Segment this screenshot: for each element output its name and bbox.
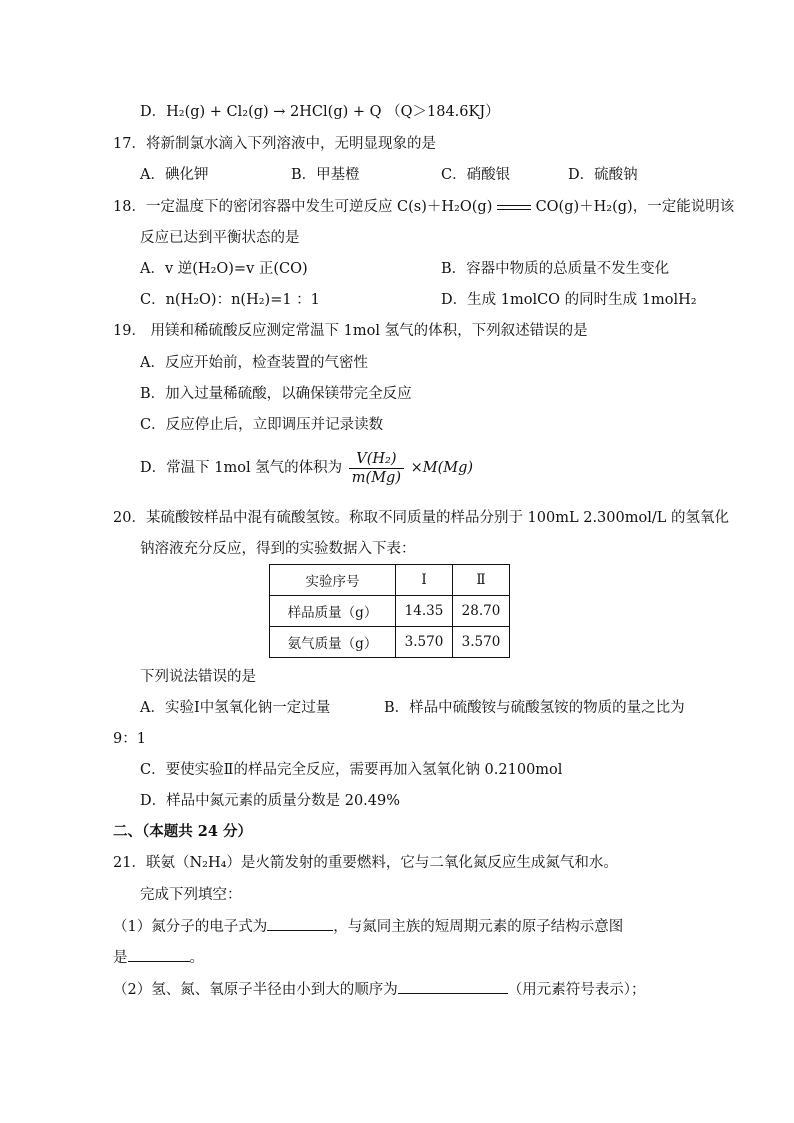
q21-part2-suffix: （用元素符号表示）；	[507, 982, 646, 998]
table-header-cell: Ⅱ	[453, 565, 510, 596]
q21-part1-prefix: 是	[113, 950, 128, 966]
q18-stem-line1	[113, 197, 734, 217]
table-header-cell: Ⅰ	[396, 565, 453, 596]
q21-part1-text2: ，与氮同主族的短周期元素的原子结构示意图	[333, 919, 624, 935]
q20-stem-line2: 钠溶液充分反应，得到的实验数据入下表：	[140, 541, 416, 557]
answer-blank[interactable]	[128, 947, 190, 962]
q18-stem-part1: 18．一定温度下的密闭容器中发生可逆反应 C(s)＋H₂O(g)	[113, 199, 493, 215]
q21-part1-suffix: 。	[189, 950, 204, 966]
q18-stem-part2: CO(g)＋H₂(g)，一定能说明该	[535, 199, 735, 215]
q17-option-d: D．硫酸钠	[568, 167, 638, 183]
fraction-numerator: V(H₂)	[349, 450, 404, 469]
q18-option-b: B．容器中物质的总质量不发生变化	[441, 261, 670, 277]
q21-part2-prefix: （2）氢、氮、氧原子半径由小到大的顺序为	[113, 982, 398, 998]
table-cell: 3.570	[396, 627, 453, 658]
q18-option-a: A．v 逆(H₂O)=v 正(CO)	[140, 261, 308, 277]
section-heading: 二、（本题共 24 分）	[113, 823, 253, 840]
q18-option-c: C．n(H₂O)：n(H₂)=1 ：1	[140, 292, 320, 308]
q20-option-b: B．样品中硫酸铵与硫酸氢铵的物质的量之比为	[384, 700, 685, 716]
answer-blank[interactable]	[267, 916, 333, 931]
q21-part2	[113, 979, 645, 1000]
q19-option-d	[140, 449, 473, 487]
volume-mass-fraction	[349, 450, 404, 487]
table-row	[270, 627, 510, 658]
q19-stem: 19． 用镁和稀硫酸反应测定常温下 1mol 氢气的体积，下列叙述错误的是	[113, 323, 588, 339]
q20-option-a: A．实验Ⅰ中氢氧化钠一定过量	[140, 700, 331, 716]
q19-option-d-suffix: ×M(Mg)	[410, 460, 474, 476]
answer-blank[interactable]	[398, 979, 508, 994]
q17-option-a: A．碘化钾	[140, 167, 209, 183]
q17-stem: 17．将新制氯水滴入下列溶液中，无明显现象的是	[113, 136, 436, 152]
q18-stem-line2: 反应已达到平衡状态的是	[140, 230, 300, 246]
equilibrium-arrow-icon	[497, 202, 531, 212]
q19-option-a: A．反应开始前，检查装置的气密性	[140, 355, 368, 371]
q21-stem: 21．联氨（N₂H₄）是火箭发射的重要燃料，它与二氧化氮反应生成氮气和水。	[113, 855, 618, 871]
table-row	[270, 596, 510, 627]
table-cell: 14.35	[396, 596, 453, 627]
q17-option-c: C．硝酸银	[441, 167, 511, 183]
q20-question: 下列说法错误的是	[140, 669, 256, 685]
q21-part1-line2	[113, 947, 204, 968]
q20-option-d: D．样品中氮元素的质量分数是 20.49%	[140, 793, 401, 809]
experiment-data-table	[269, 564, 510, 658]
table-cell: 氨气质量（g）	[270, 627, 396, 658]
table-cell: 样品质量（g）	[270, 596, 396, 627]
table-header-cell: 实验序号	[270, 565, 396, 596]
q17-option-b: B．甲基橙	[291, 167, 360, 183]
q19-option-b: B．加入过量稀硫酸，以确保镁带完全反应	[140, 386, 412, 402]
table-header-row	[270, 565, 510, 596]
table-cell: 28.70	[453, 596, 510, 627]
q20-option-c: C．要使实验Ⅱ的样品完全反应，需要再加入氢氧化钠 0.2100mol	[140, 762, 563, 778]
q20-stem-line1: 20．某硫酸铵样品中混有硫酸氢铵。称取不同质量的样品分别于 100mL 2.300mol/L 的氢氧化	[113, 510, 729, 526]
q19-option-c: C．反应停止后，立即调压并记录读数	[140, 417, 384, 433]
q21-part1-text: （1）氮分子的电子式为	[113, 919, 268, 935]
q19-option-d-prefix: D．常温下 1mol 氢气的体积为	[140, 460, 343, 476]
q18-option-d: D．生成 1molCO 的同时生成 1molH₂	[441, 292, 697, 308]
q21-part1-line1	[113, 916, 623, 937]
table-cell: 3.570	[453, 627, 510, 658]
q16-option-d: D．H₂(g) + Cl₂(g) → 2HCl(g) + Q （Q＞184.6KJ）	[140, 104, 500, 120]
fraction-denominator: m(Mg)	[351, 469, 401, 486]
q21-instruction: 完成下列填空：	[140, 887, 242, 903]
q20-option-b-continued: 9：1	[113, 731, 146, 747]
